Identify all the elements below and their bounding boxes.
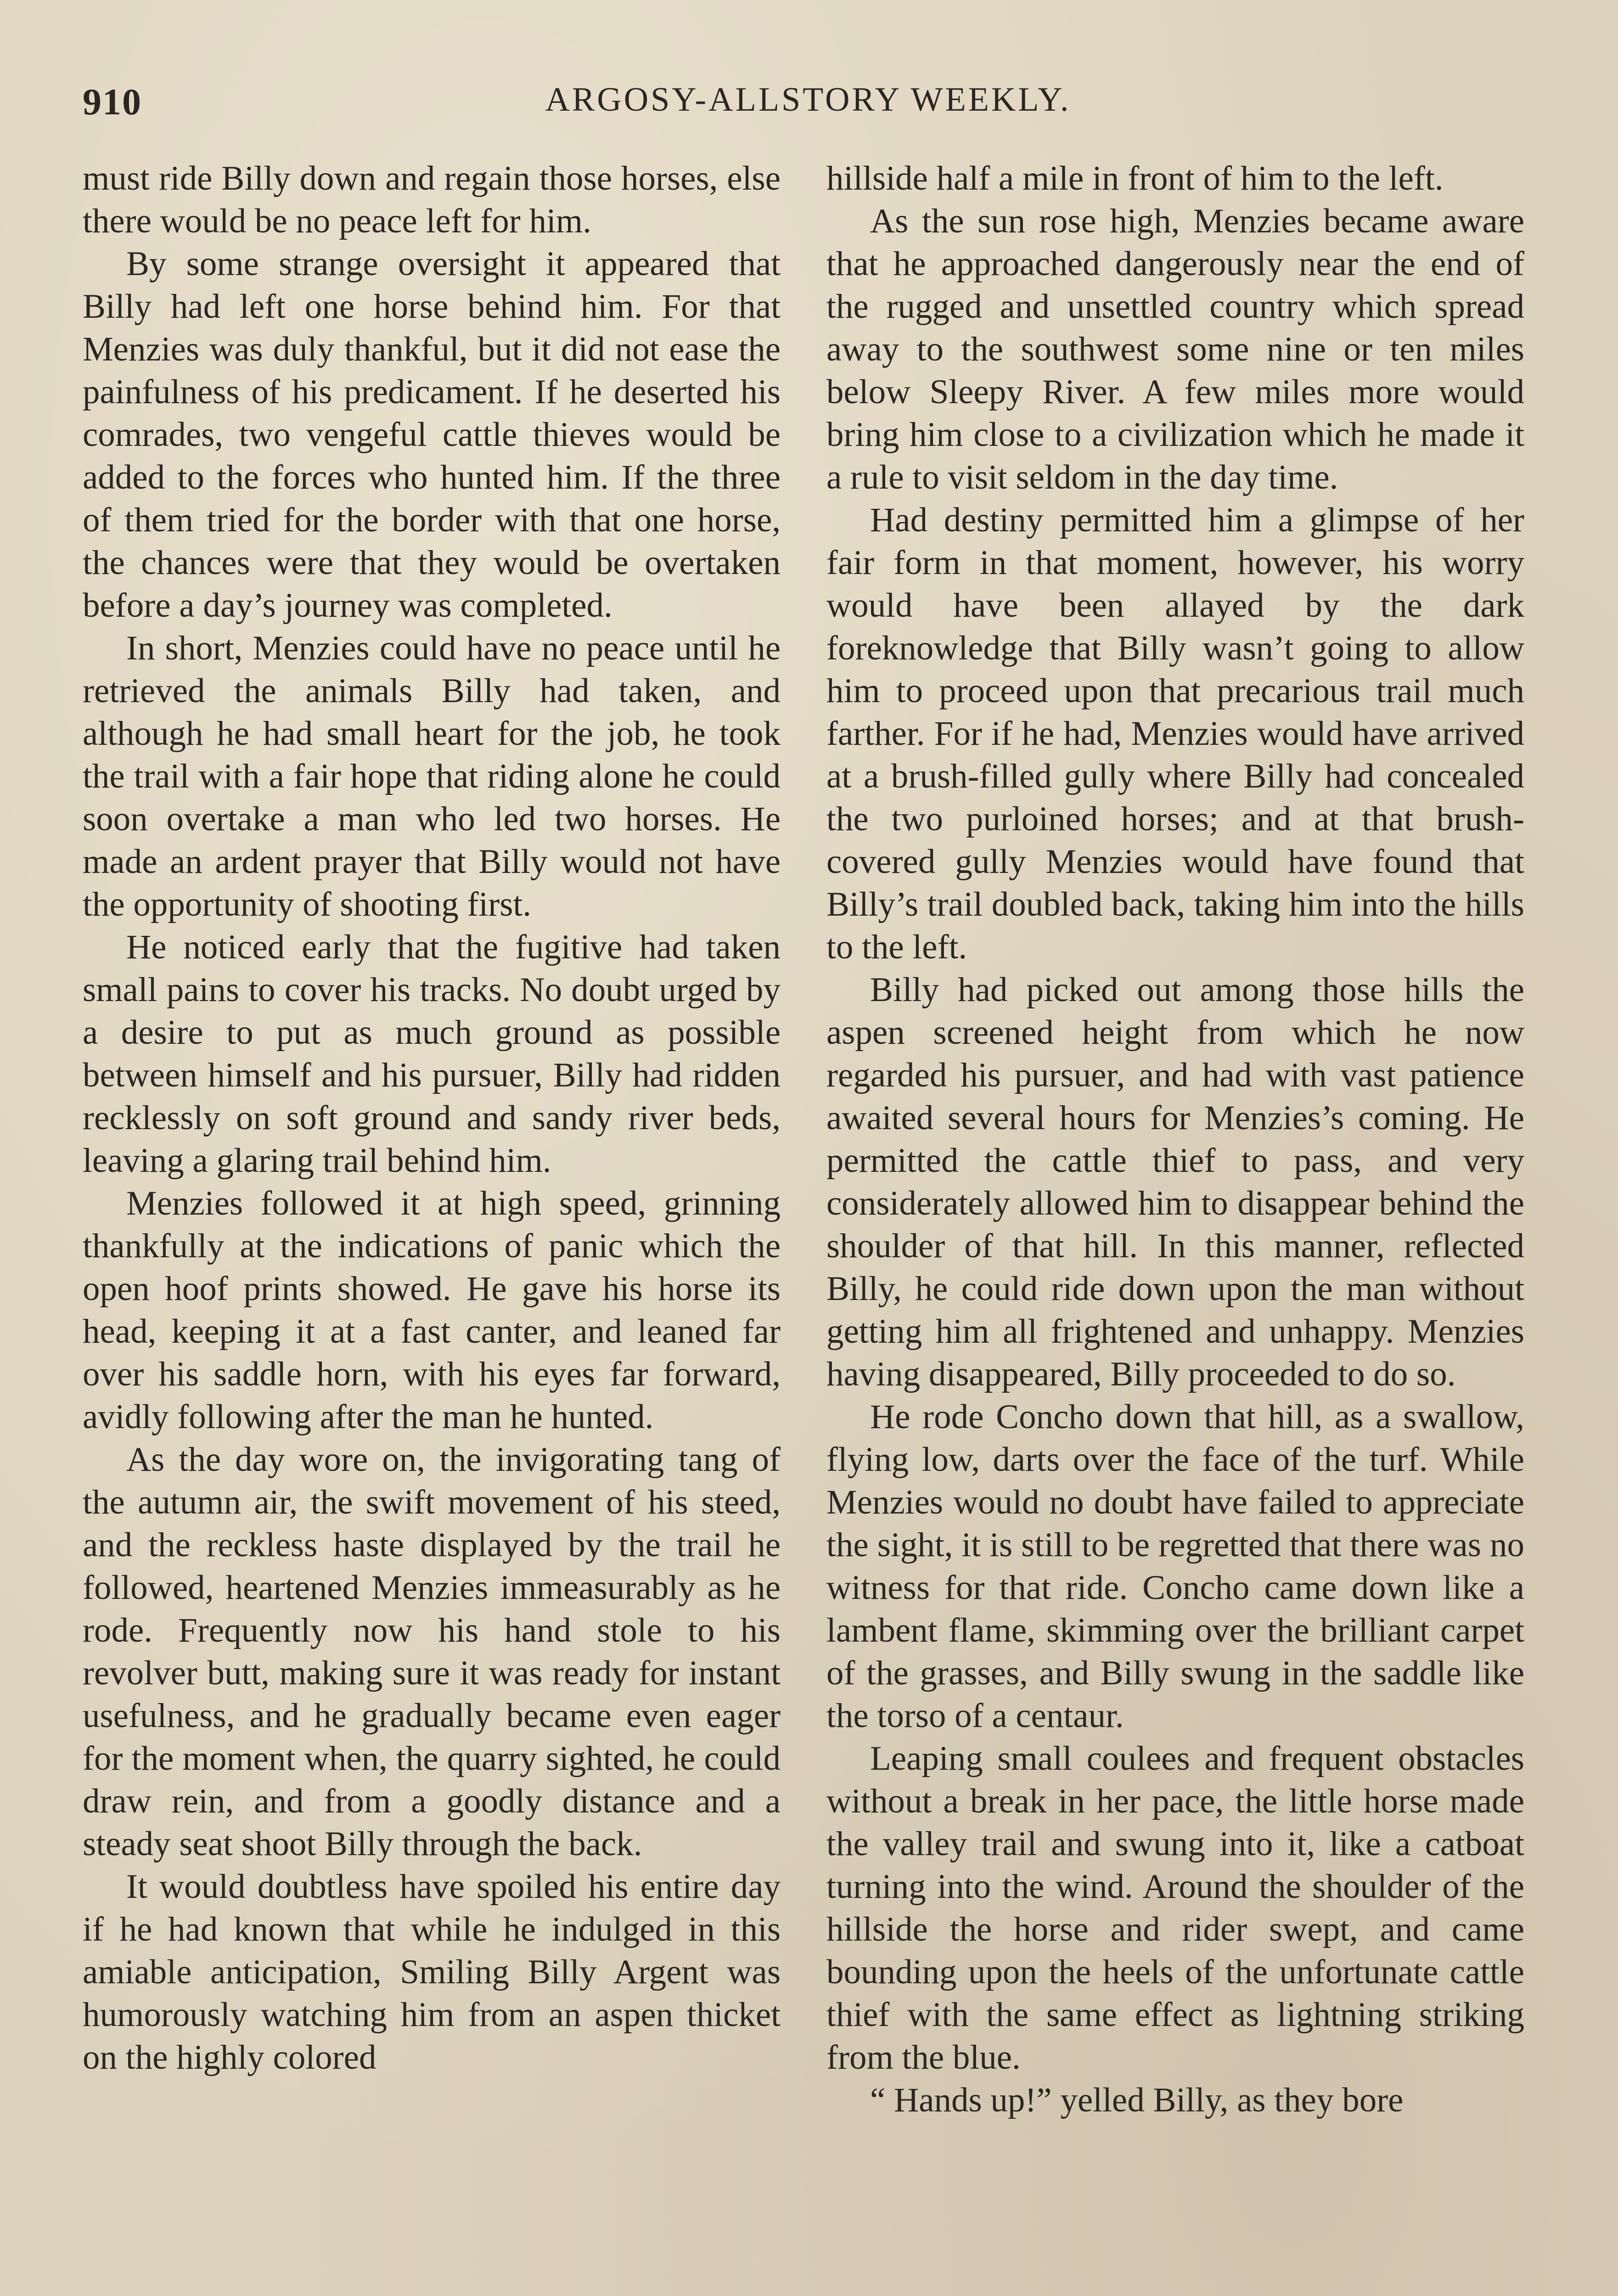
paragraph: He rode Concho down that hill, as a swallow, flying low, darts over the face of the turf. While Menzies would no doubt have failed to appreciate the sight, it is still to be regretted that there was no witness for that ride. Concho came down like a lambent flame, skimming over the brilliant carpet of the grasses, and Billy swung in the saddle like the torso of a centaur. (826, 1398, 1524, 1735)
paragraph: Had destiny permitted him a glimpse of her fair form in that moment, however, his worry would have been allayed by the dark foreknowledge that Billy wasn’t going to allow him to proceed upon that precarious trail much farther. For if he had, Menzies would have arrived at a brush-filled gully where Billy had concealed the two purloined horses; and at that brush-covered gully Menzies would have found that Billy’s trail doubled back, taking him into the hills to the left. (826, 501, 1524, 966)
paragraph: It would doubtless have spoiled his entire day if he had known that while he indulged in this amiable anticipation, Smiling Billy Argent was humorously watching him from an aspen thicket on the highly colored (83, 1868, 781, 2077)
running-head: ARGOSY-ALLSTORY WEEKLY. (545, 81, 1071, 118)
paragraph: In short, Menzies could have no peace until he retrieved the animals Billy had taken, and although he had small heart for the job, he took the trail with a fair hope that riding alone he could soon overtake a man who led two horses. He made an ardent prayer that Billy would not have the opportunity of shooting first. (83, 629, 781, 923)
paragraph: Menzies followed it at high speed, grinning thankfully at the indications of panic which the open hoof prints showed. He gave his horse its head, keeping it at a fast canter, and leaned far over his saddle horn, with his eyes far forward, avidly following after the man he hunted. (83, 1184, 781, 1436)
paragraph: As the sun rose high, Menzies became aware that he approached dangerously near the end of the rugged and unsettled country which spread away to the southwest some nine or ten miles below Sleepy River. A few miles more would bring him close to a civilization which he made it a rule to visit seldom in the day time. (826, 202, 1524, 496)
right-column (826, 157, 1524, 2122)
page-header (83, 80, 1534, 135)
paragraph: As the day wore on, the invigorating tang of the autumn air, the swift movement of his steed, and the reckless haste displayed by the trail he followed, heartened Menzies immeasurably as he rode. Frequently now his hand stole to his revolver butt, making sure it was ready for instant usefulness, and he gradually became even eager for the moment when, the quarry sighted, he could draw rein, and from a goodly distance and a steady seat shoot Billy through the back. (83, 1441, 781, 1863)
paragraph: “ Hands up!” yelled Billy, as they bore (870, 2081, 1404, 2119)
paragraph: hillside half a mile in front of him to the left. (826, 159, 1444, 197)
paragraph: By some strange oversight it appeared that Billy had left one horse behind him. For that Menzies was duly thankful, but it did not ease the painfulness of his predicament. If he deserted his comrades, two vengeful cattle thieves would be added to the forces who hunted him. If the three of them tried for the border with that one horse, the chances were that they would be overtaken before a day’s journey was completed. (83, 245, 781, 625)
page-number: 910 (83, 81, 142, 123)
left-column (83, 157, 781, 2079)
paragraph: must ride Billy down and regain those horses, else there would be no peace left for him. (83, 159, 781, 240)
paragraph: Leaping small coulees and frequent obstacles without a break in her pace, the little horse made the valley trail and swung into it, like a catboat turning into the wind. Around the shoulder of the hillside the horse and rider swept, and came bounding upon the heels of the unfortunate cattle thief with the same effect as lightning striking from the blue. (826, 1739, 1524, 2077)
paragraph: Billy had picked out among those hills the aspen screened height from which he now regarded his pursuer, and had with vast patience awaited several hours for Menzies’s coming. He permitted the cattle thief to pass, and very considerately allowed him to disappear behind the shoulder of that hill. In this manner, reflected Billy, he could ride down upon the man without getting him all frightened and unhappy. Menzies having disappeared, Billy proceeded to do so. (826, 971, 1524, 1393)
paragraph: He noticed early that the fugitive had taken small pains to cover his tracks. No doubt urged by a desire to put as much ground as possible between himself and his pursuer, Billy had ridden recklessly on soft ground and sandy river beds, leaving a glaring trail behind him. (83, 928, 781, 1180)
